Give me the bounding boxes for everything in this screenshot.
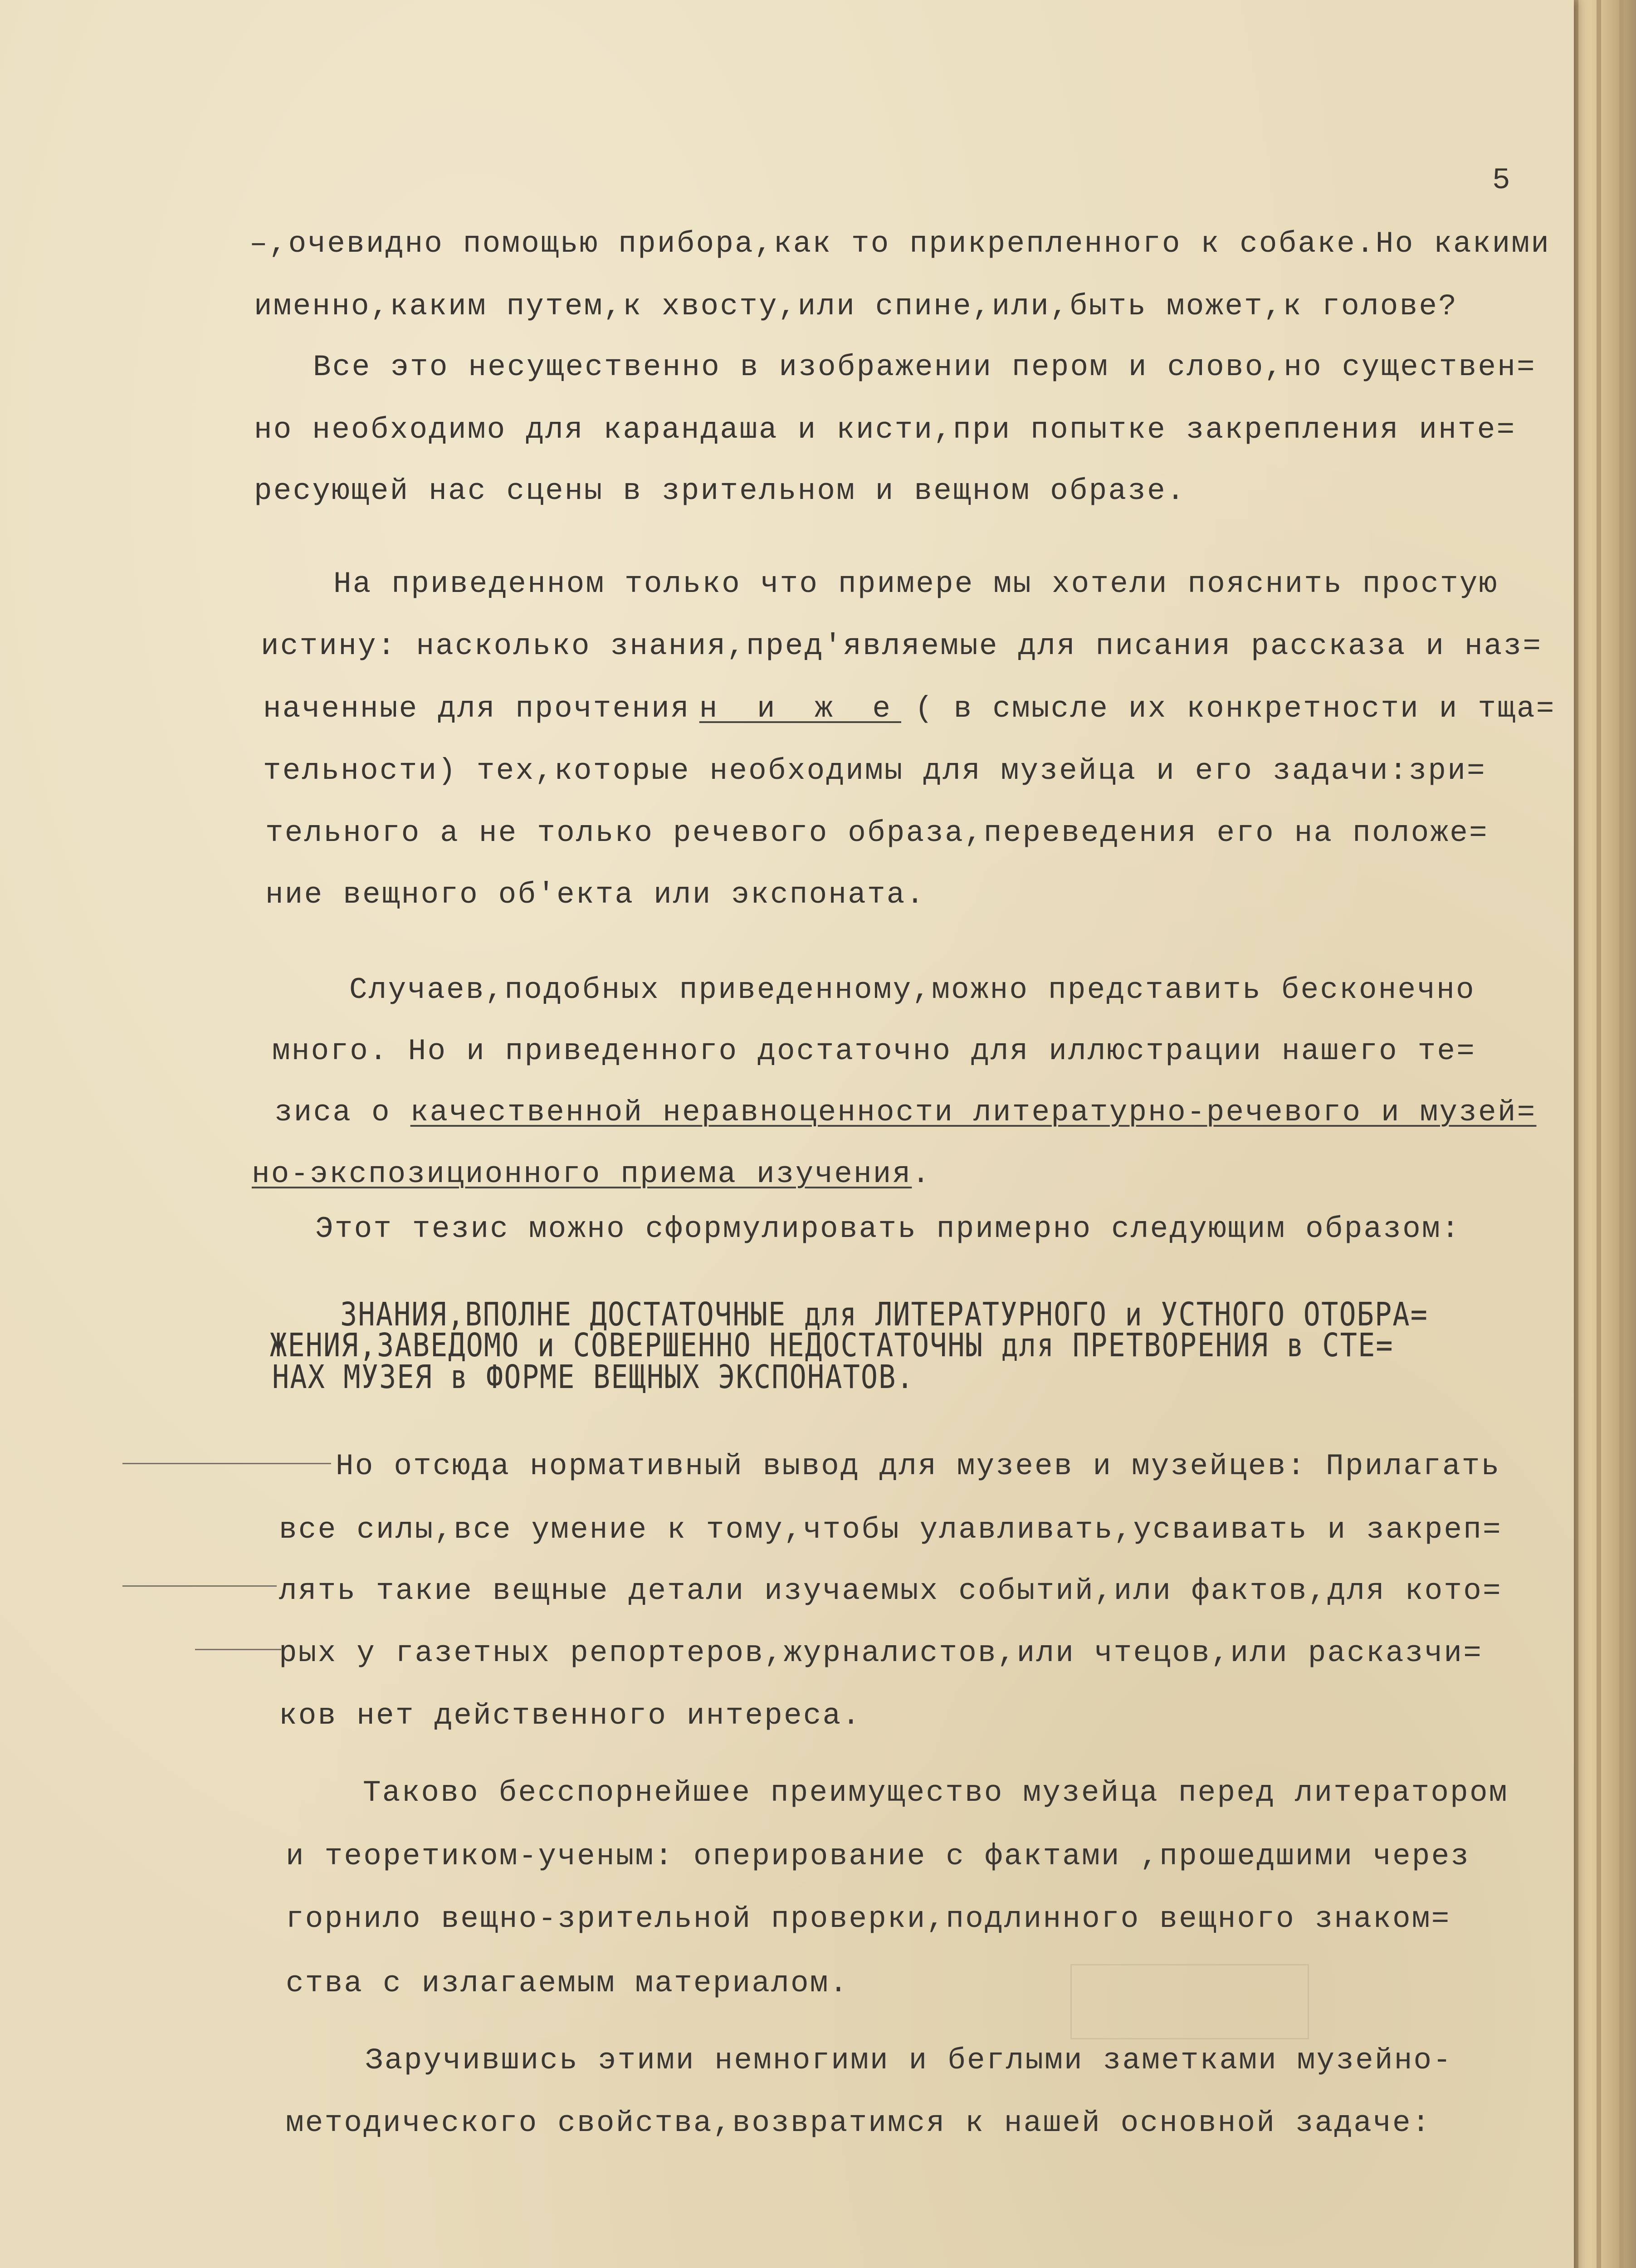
thesis-caps-line: НАХ МУЗЕЯ в ФОРМЕ ВЕЩНЫХ ЭКСПОНАТОВ.	[272, 1358, 914, 1396]
text-line: Таково бесспорнейшее преимущество музейца перед литератором	[363, 1776, 1509, 1810]
text-line: Этот тезис можно сформулировать примерно следующим образом:	[315, 1212, 1461, 1246]
text-line: тельного а не только речевого образа,переведения его на положе=	[265, 816, 1489, 850]
text-line-with-spaced-word	[263, 694, 1556, 724]
thesis-caps-line: ЖЕНИЯ,ЗАВЕДОМО и СОВЕРШЕННО НЕДОСТАТОЧНЫ для ПРЕТВОРЕНИЯ в СТЕ=	[270, 1326, 1394, 1364]
text-line: и теоретиком-ученым: оперирование с фактами ,прошедшими через	[286, 1839, 1470, 1873]
text-line: но необходимо для карандаша и кисти,при попытке закрепления инте=	[254, 413, 1516, 447]
text-line: На приведенном только что примере мы хотели пояснить простую	[333, 567, 1499, 601]
text-fragment: зиса о	[274, 1095, 391, 1129]
text-line: все силы,все умение к тому,чтобы улавливать,усваивать и закреп=	[279, 1513, 1502, 1547]
text-line: ков нет действенного интереса.	[279, 1699, 862, 1733]
bleed-through-stamp	[1070, 1964, 1309, 2039]
spaced-emphasis-word: н и ж е	[699, 692, 901, 726]
text-fragment: .	[912, 1157, 932, 1191]
text-line-with-underline	[274, 1095, 1537, 1129]
text-line: ние вещного об'екта или экспоната.	[265, 878, 926, 912]
underlined-thesis: но-экспозиционного приема изучения	[252, 1157, 912, 1191]
thesis-caps-line: ЗНАНИЯ,ВПОЛНЕ ДОСТАТОЧНЫЕ для ЛИТЕРАТУРНОГО и УСТНОГО ОТОБРА=	[340, 1295, 1428, 1334]
sheet-edge	[1597, 0, 1601, 2268]
text-line: много. Но и приведенного достаточно для иллюстрации нашего те=	[272, 1034, 1476, 1068]
text-line: ства с излагаемым материалом.	[286, 1966, 849, 2000]
text-line: именно,каким путем,к хвосту,или спине,или,быть может,к голове?	[254, 289, 1458, 323]
pencil-mark	[122, 1463, 331, 1464]
text-line: горнило вещно-зрительной проверки,подлинного вещного знаком=	[286, 1902, 1451, 1936]
text-line: ресующей нас сцены в зрительном и вещном образе.	[254, 474, 1186, 508]
page-number: 5	[1492, 163, 1510, 197]
pencil-mark	[195, 1649, 281, 1650]
text-line: Все это несущественно в изображении пером и слово,но существен=	[313, 350, 1536, 384]
text-fragment: ( в смысле их конкретности и тща=	[915, 692, 1556, 726]
text-line: Случаев,подобных приведенному,можно представить бесконечно	[349, 973, 1475, 1007]
text-line: Заручившись этими немногими и беглыми заметками музейно-	[365, 2043, 1453, 2077]
text-line: Но отсюда нормативный вывод для музеев и музейцев: Прилагать	[336, 1449, 1501, 1483]
sheet-edge	[1619, 0, 1624, 2268]
text-line: лять такие вещные детали изучаемых событий,или фактов,для кото=	[279, 1574, 1502, 1608]
underlined-thesis: качественной неравноценности литературно-речевого и музей=	[410, 1095, 1537, 1129]
text-line: методического свойства,возвратимся к нашей основной задаче:	[286, 2106, 1431, 2140]
text-line: –,очевидно помощью прибора,как то прикрепленного к собаке.Но какими	[249, 227, 1551, 261]
text-line: тельности) тех,которые необходимы для музейца и его задачи:зри=	[263, 754, 1486, 788]
text-line: истину: насколько знания,пред'являемые для писания рассказа и наз=	[261, 629, 1543, 663]
text-line: рых у газетных репортеров,журналистов,или чтецов,или расказчи=	[279, 1636, 1483, 1670]
text-line-with-underline	[252, 1159, 931, 1189]
text-fragment: наченные для прочтения	[263, 692, 690, 726]
sheet-edge	[1574, 0, 1578, 2268]
pencil-mark	[122, 1585, 277, 1587]
